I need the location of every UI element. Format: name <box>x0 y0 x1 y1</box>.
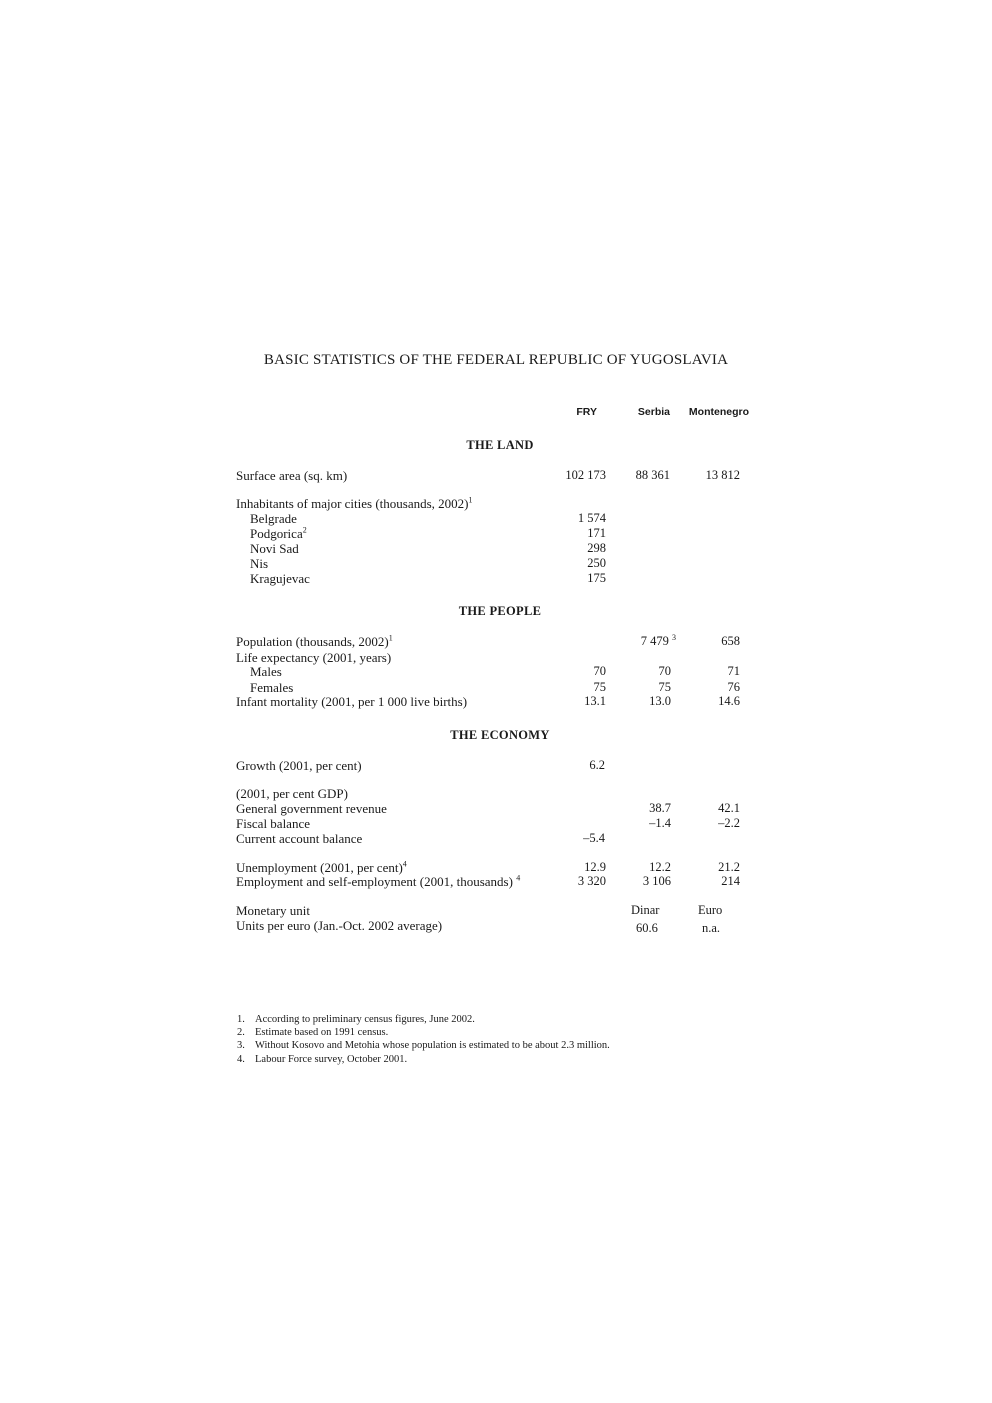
revenue-montenegro: 42.1 <box>718 801 740 815</box>
footnote-text: According to preliminary census figures, June 2002. <box>255 1014 475 1025</box>
infant-serbia: 13.0 <box>649 694 671 708</box>
row-label-males: Males <box>250 664 282 679</box>
footnote-text: Labour Force survey, October 2001. <box>255 1054 408 1065</box>
infant-fry: 13.1 <box>584 694 606 708</box>
males-fry: 70 <box>593 664 606 678</box>
females-serbia: 75 <box>658 680 671 694</box>
row-label-population: Population (thousands, 2002)$^1$ <box>236 633 393 649</box>
row-label-gdp-group: (2001, per cent GDP) <box>236 786 348 801</box>
footnote-text: Without Kosovo and Metohia whose population is estimated to be about 2.3 million. <box>255 1040 610 1051</box>
city-name: Novi Sad <box>250 541 299 556</box>
units-montenegro: n.a. <box>702 921 721 935</box>
employment-montenegro: 214 <box>721 874 740 888</box>
row-label-revenue: General government revenue <box>236 801 387 816</box>
monetary-serbia: Dinar <box>631 903 660 917</box>
surface-fry: 102 173 <box>565 468 606 482</box>
row-label-employment: Employment and self-employment (2001, thousands) $^4$ <box>236 873 521 889</box>
city-name: Belgrade <box>250 511 297 526</box>
population-montenegro: 658 <box>721 634 740 648</box>
infant-montenegro: 14.6 <box>718 694 740 708</box>
column-header-serbia: Serbia <box>637 406 670 418</box>
section-heading-economy: THE ECONOMY <box>450 728 550 742</box>
city-value: 171 <box>587 526 606 540</box>
footnote-number: 1. <box>237 1014 245 1025</box>
row-label-females: Females <box>250 680 294 695</box>
surface-serbia: 88 361 <box>635 468 670 482</box>
section-heading-people: THE PEOPLE <box>458 604 542 618</box>
footnote-number: 4. <box>237 1054 245 1065</box>
city-value: 298 <box>587 541 606 555</box>
row-label-monetary-unit: Monetary unit <box>236 903 311 918</box>
city-name: Podgorica$^2$ <box>250 525 307 541</box>
row-label-major-cities: Inhabitants of major cities (thousands, 2002)$^1$ <box>236 495 473 511</box>
revenue-serbia: 38.7 <box>649 801 671 815</box>
row-label-life-expectancy: Life expectancy (2001, years) <box>236 650 392 665</box>
row-label-unemployment: Unemployment (2001, per cent)$^4$ <box>236 859 407 875</box>
row-label-fiscal: Fiscal balance <box>236 816 310 831</box>
city-value: 1 574 <box>577 511 606 525</box>
row-label-current-account: Current account balance <box>236 831 363 846</box>
row-label-units-per-euro: Units per euro (Jan.-Oct. 2002 average) <box>236 918 443 933</box>
males-montenegro: 71 <box>727 664 740 678</box>
column-header-fry: FRY <box>576 406 597 418</box>
units-serbia: 60.6 <box>636 921 658 935</box>
employment-fry: 3 320 <box>577 874 606 888</box>
population-serbia: 7 479 $^3$ <box>640 632 676 648</box>
row-label-surface-area: Surface area (sq. km) <box>236 468 348 483</box>
city-name: Kragujevac <box>250 571 310 586</box>
city-value: 250 <box>587 556 606 570</box>
section-heading-land: THE LAND <box>466 438 534 452</box>
unemployment-serbia: 12.2 <box>649 860 671 874</box>
city-name: Nis <box>250 556 269 571</box>
row-label-growth: Growth (2001, per cent) <box>236 758 362 773</box>
footnote-number: 2. <box>237 1027 245 1038</box>
column-header-montenegro: Montenegro <box>688 406 749 418</box>
city-value: 175 <box>587 571 606 585</box>
males-serbia: 70 <box>658 664 671 678</box>
page-title: BASIC STATISTICS OF THE FEDERAL REPUBLIC OF YUGOSLAVIA <box>263 352 729 368</box>
row-label-infant-mortality: Infant mortality (2001, per 1 000 live births) <box>236 694 468 709</box>
fiscal-montenegro: –2.2 <box>718 816 740 830</box>
surface-montenegro: 13 812 <box>705 468 740 482</box>
monetary-montenegro: Euro <box>698 903 723 917</box>
growth-fry: 6.2 <box>589 758 605 772</box>
footnote-number: 3. <box>237 1040 245 1051</box>
unemployment-montenegro: 21.2 <box>718 860 740 874</box>
females-montenegro: 76 <box>727 680 740 694</box>
unemployment-fry: 12.9 <box>584 860 606 874</box>
footnote-text: Estimate based on 1991 census. <box>255 1027 389 1038</box>
current-fry: –5.4 <box>583 831 605 845</box>
employment-serbia: 3 106 <box>642 874 671 888</box>
fiscal-serbia: –1.4 <box>649 816 671 830</box>
females-fry: 75 <box>593 680 606 694</box>
